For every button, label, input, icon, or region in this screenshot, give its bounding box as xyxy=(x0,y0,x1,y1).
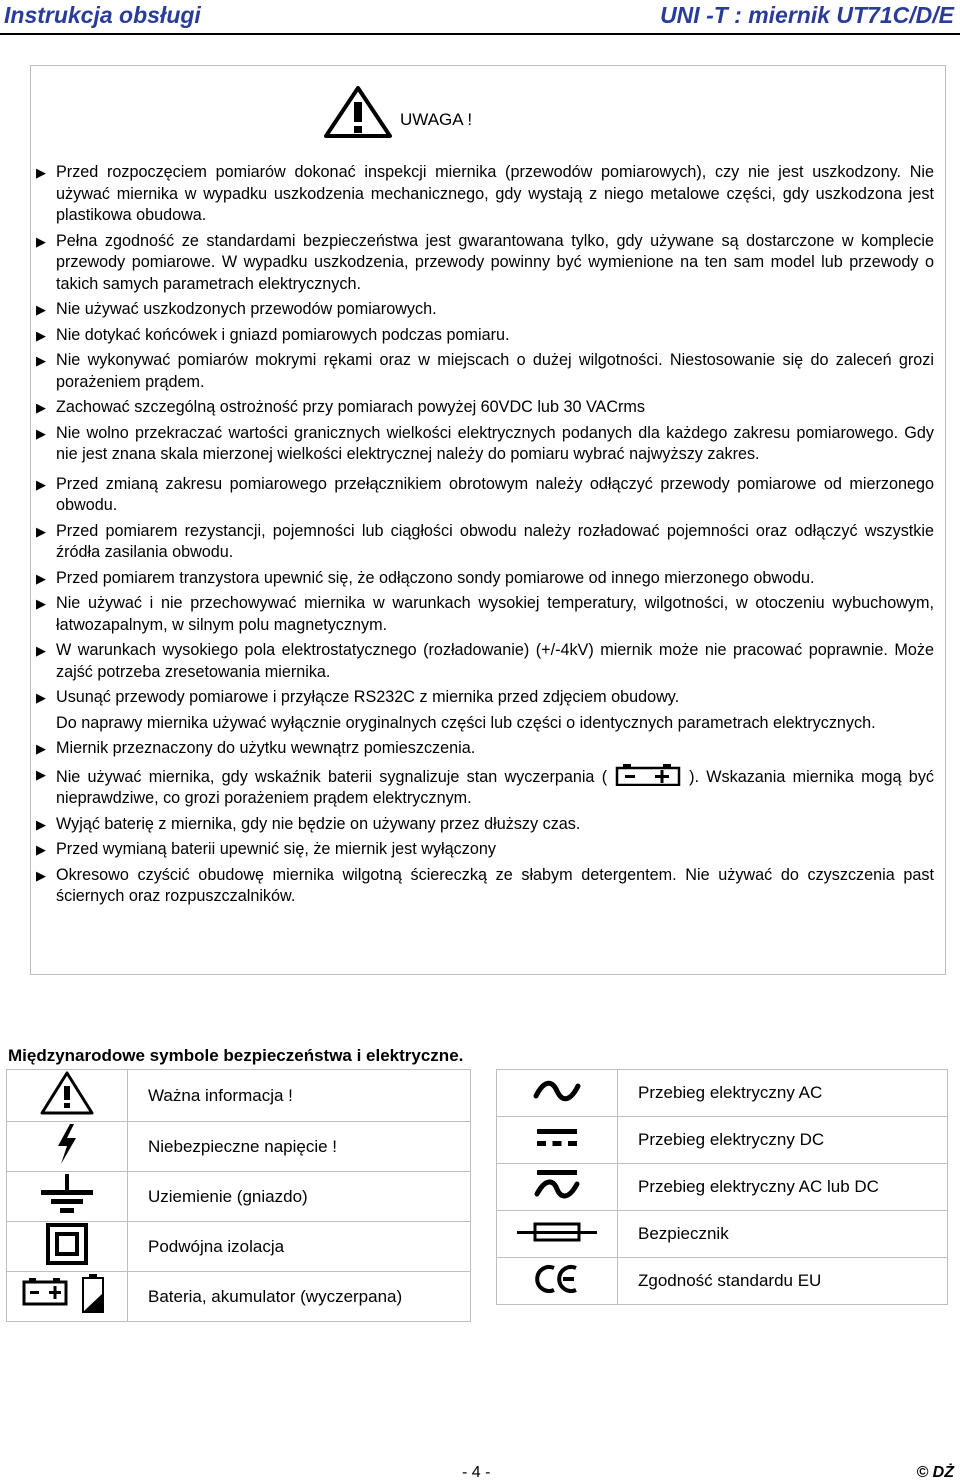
symbol-label: Podwójna izolacja xyxy=(128,1222,471,1272)
ac-dc-icon xyxy=(533,1167,581,1203)
symbols-table-left xyxy=(6,1069,471,1322)
instruction-item: ▶ Miernik przeznaczony do użytku wewnątrz pomieszczenia. xyxy=(36,738,934,760)
double-insulation-icon xyxy=(45,1222,89,1266)
page-header xyxy=(0,0,960,34)
battery-item-text-end: ). Wskazania miernika mogą być nieprawdziwe, co grozi porażeniem prądem elektrycznym. xyxy=(56,767,935,807)
instruction-item: Do naprawy miernika używać wyłącznie oryginalnych części lub części o identycznych parametrach elektrycznych. xyxy=(56,713,876,732)
instruction-item: ▶ Nie dotykać końcówek i gniazd pomiarowych podczas pomiaru. xyxy=(36,325,934,347)
ac-icon xyxy=(532,1076,582,1106)
symbol-label: Niebezpieczne napięcie ! xyxy=(128,1122,471,1172)
instruction-item: ▶ Nie wolno przekraczać wartości granicznych wielkości elektrycznych podanych dla każdego zakresu pomiarowego. Gdy nie jest znana skala mierzonej wielkości elektrycznej należy do pomiaru wybrać najwyższy zakres. xyxy=(36,423,934,466)
table-row xyxy=(497,1117,948,1164)
instruction-item: ▶ Przed pomiarem tranzystora upewnić się, że odłączono sondy pomiarowe od innego mierzonego obwodu. xyxy=(36,568,934,590)
instruction-item: ▶ Okresowo czyścić obudowę miernika wilgotną ściereczką ze słabym detergentem. Nie używać do czyszczenia past ściernych oraz rozpuszczalników. xyxy=(36,865,934,908)
table-row xyxy=(497,1164,948,1211)
safety-instructions xyxy=(36,162,934,912)
warning-icon xyxy=(39,1070,95,1116)
instruction-item-battery xyxy=(36,764,934,810)
battery-item-text-start: Nie używać miernika, gdy wskaźnik baterii sygnalizuje stan wyczerpania ( xyxy=(56,767,608,786)
table-row xyxy=(7,1222,471,1272)
symbol-label: Przebieg elektryczny AC xyxy=(618,1070,948,1117)
instruction-item: ▶ Nie używać uszkodzonych przewodów pomiarowych. xyxy=(36,299,934,321)
low-battery-icon xyxy=(615,764,681,786)
symbol-label: Zgodność standardu EU xyxy=(618,1258,948,1305)
symbol-label: Bateria, akumulator (wyczerpana) xyxy=(128,1272,471,1322)
warning-icon xyxy=(324,86,392,138)
lightning-icon xyxy=(52,1122,82,1166)
battery-icon xyxy=(21,1272,113,1316)
instruction-item: ▶ Zachować szczególną ostrożność przy pomiarach powyżej 60VDC lub 30 VACrms xyxy=(36,397,934,419)
instruction-item: ▶ Nie używać i nie przechowywać miernika w warunkach wysokiej temperatury, wilgotności, w otoczeniu wybuchowym, łatwozapalnym, w silnym polu magnetycznym. xyxy=(36,593,934,636)
instruction-item: ▶ Przed rozpoczęciem pomiarów dokonać inspekcji miernika (przewodów pomiarowych), czy nie jest uszkodzony. Nie używać miernika w wypadku uszkodzenia mechanicznego, gdy wystają z niego metalowe części, gdy uszkodzona jest plastikowa obudowa. xyxy=(36,162,934,227)
symbols-title: Międzynarodowe symbole bezpieczeństwa i elektryczne. xyxy=(8,1046,464,1065)
dc-icon xyxy=(535,1125,579,1151)
instruction-item: ▶ Usunąć przewody pomiarowe i przyłącze RS232C z miernika przed zdjęciem obudowy. xyxy=(36,687,934,709)
copyright: © DŻ xyxy=(916,1464,954,1481)
table-row xyxy=(497,1070,948,1117)
table-row xyxy=(7,1122,471,1172)
ground-icon xyxy=(37,1172,97,1216)
instruction-item: ▶ W warunkach wysokiego pola elektrostatycznego (rozładowanie) (+/-4kV) miernik może nie pracować poprawnie. Może zajść potrzeba zresetowania miernika. xyxy=(36,640,934,683)
fuse-icon xyxy=(515,1221,599,1243)
table-row xyxy=(497,1211,948,1258)
ce-icon xyxy=(533,1263,581,1295)
symbol-label: Przebieg elektryczny AC lub DC xyxy=(618,1164,948,1211)
instruction-item: ▶ Wyjąć baterię z miernika, gdy nie będzie on używany przez dłuższy czas. xyxy=(36,814,934,836)
table-row xyxy=(7,1172,471,1222)
instruction-item: ▶ Pełna zgodność ze standardami bezpieczeństwa jest gwarantowana tylko, gdy używane są dostarczone w komplecie przewody pomiarowe. W wypadku uszkodzenia, przewody powinny być wymienione na ten sam model lub przewody o takich samych parametrach elektrycznych. xyxy=(36,231,934,296)
symbol-label: Uziemienie (gniazdo) xyxy=(128,1172,471,1222)
table-row xyxy=(497,1258,948,1305)
instruction-item: ▶ Przed wymianą baterii upewnić się, że miernik jest wyłączony xyxy=(36,839,934,861)
symbol-label: Bezpiecznik xyxy=(618,1211,948,1258)
header-left-title: Instrukcja obsługi xyxy=(4,2,201,28)
symbols-table-right xyxy=(496,1069,948,1305)
symbol-label: Przebieg elektryczny DC xyxy=(618,1117,948,1164)
table-row xyxy=(7,1070,471,1122)
instruction-item: ▶ Nie wykonywać pomiarów mokrymi rękami oraz w miejscach o dużej wilgotności. Niestosowanie się do zaleceń grozi porażeniem prądem. xyxy=(36,350,934,393)
warning-heading xyxy=(324,86,564,136)
symbol-label: Ważna informacja ! xyxy=(128,1070,471,1122)
table-row xyxy=(7,1272,471,1322)
page-number: - 4 - xyxy=(462,1464,491,1481)
header-right-title: UNI -T : miernik UT71C/D/E xyxy=(660,2,954,28)
warning-title: UWAGA ! xyxy=(400,110,473,129)
header-rule xyxy=(0,33,960,35)
instruction-item: ▶ Przed zmianą zakresu pomiarowego przełącznikiem obrotowym należy odłączyć przewody pomiarowe od mierzonego obwodu. xyxy=(36,474,934,517)
instruction-item: ▶ Przed pomiarem rezystancji, pojemności lub ciągłości obwodu należy rozładować pojemności oraz odłączyć wszystkie źródła zasilania obwodu. xyxy=(36,521,934,564)
